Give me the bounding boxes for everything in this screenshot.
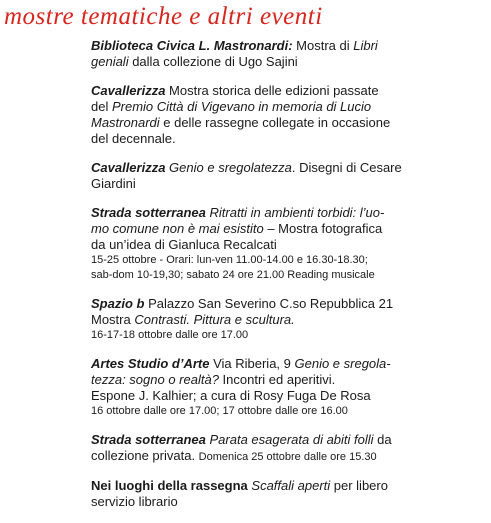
event-title: tezza: sogno o realtà? [91, 372, 219, 387]
event-text: Giardini [91, 176, 136, 191]
event-item [91, 205, 489, 283]
event-text: Espone J. Kalhier; a cura di Rosy Fuga De Rosa [91, 388, 371, 403]
event-title: Scaffali aperti [247, 478, 331, 493]
event-title: Contrasti. Pittura e scultura. [134, 312, 295, 327]
event-title: Genio e sregolatezza [165, 160, 292, 175]
event-schedule: Domenica 25 ottobre dalle ore 15.30 [198, 451, 377, 463]
event-item [91, 38, 489, 70]
event-item [91, 296, 489, 343]
event-text: . Disegni di Cesare [291, 160, 402, 175]
event-text: del [91, 99, 112, 114]
event-title: Mastronardi [91, 115, 160, 130]
event-text: del decennale. [91, 131, 176, 146]
event-text: – Mostra fotografica [263, 221, 383, 236]
event-schedule: sab-dom 10-19,30; sabato 24 ore 21.00 Reading musicale [91, 269, 375, 281]
event-text: da un’idea di Gianluca Recalcati [91, 237, 277, 252]
event-text: Palazzo San Severino C.so Repubblica 21 [144, 296, 394, 311]
event-title: Parata esagerata di abiti folli [205, 432, 374, 447]
event-text: per libero [330, 478, 388, 493]
event-text: Mostra di [292, 38, 354, 53]
event-schedule: 15-25 ottobre - Orari: lun-ven 11.00-14.00 e 16.30-18.30; [91, 254, 368, 266]
event-item [91, 478, 489, 510]
event-venue: Cavallerizza [91, 160, 166, 175]
event-title: Premio Città di Vigevano in memoria di Lucio [111, 99, 372, 114]
event-item [91, 356, 489, 419]
event-venue: Spazio b [91, 296, 145, 311]
event-venue: Artes Studio d’Arte [91, 356, 210, 371]
event-venue: Biblioteca Civica L. Mastronardi: [91, 38, 293, 53]
event-venue: Strada sotterranea [91, 432, 206, 447]
event-title: mo comune non è mai esistito [91, 221, 264, 236]
event-text: Incontri ed aperitivi. [218, 372, 336, 387]
event-text: dalla collezione di Ugo Sajini [128, 54, 298, 69]
event-venue: Cavallerizza [91, 83, 166, 98]
event-text: servizio librario [91, 494, 178, 509]
event-title: geniali [91, 54, 129, 69]
event-schedule: 16 ottobre dalle ore 17.00; 17 ottobre dalle ore 16.00 [91, 405, 348, 417]
event-title: Genio e sregola- [294, 356, 391, 371]
event-item [91, 160, 489, 192]
event-schedule: 16-17-18 ottobre dalle ore 17.00 [91, 329, 249, 341]
event-item [91, 83, 489, 147]
event-title: Libri [353, 38, 378, 53]
event-venue: Strada sotterranea [91, 205, 206, 220]
event-text: Via Riberia, 9 [209, 356, 295, 371]
event-text: Mostra [91, 312, 135, 327]
page-title: mostre tematiche e altri eventi [4, 3, 323, 30]
events-list [91, 38, 489, 523]
event-item [91, 432, 489, 465]
event-text: e delle rassegne collegate in occasione [159, 115, 391, 130]
event-venue: Nei luoghi della rassegna [91, 478, 248, 493]
event-text: da [373, 432, 392, 447]
event-text: Mostra storica delle edizioni passate [165, 83, 379, 98]
event-title: Ritratti in ambienti torbidi: l’uo- [205, 205, 385, 220]
event-text: collezione privata. [91, 448, 199, 463]
